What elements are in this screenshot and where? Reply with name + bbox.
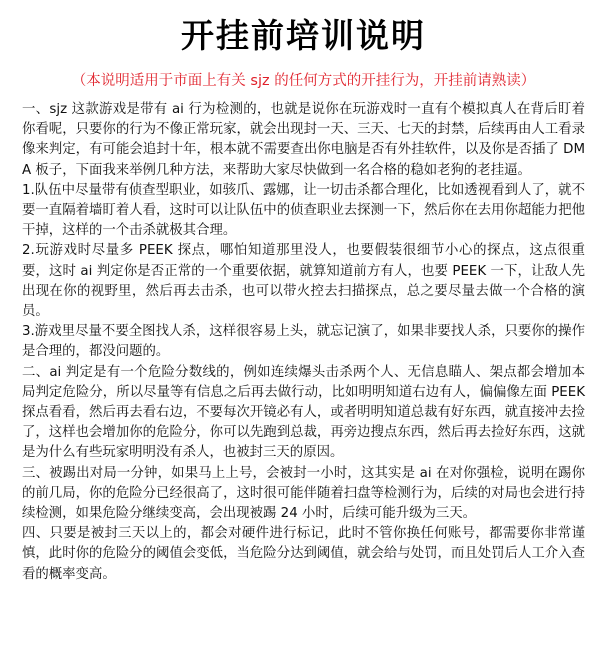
- document-subtitle: （本说明适用于市面上有关 sjz 的任何方式的开挂行为，开挂前请熟读）: [71, 73, 536, 89]
- paragraph-7: 四、只要是被封三天以上的，都会对硬件进行标记，此时不管你换任何账号，都需要你非常谨慎，此时你的危险分的阈值会变低，当危险分达到阈值，就会给与处罚，而且处罚后人工介入查看的概率变高。: [22, 526, 585, 582]
- paragraph-2: 1.队伍中尽量带有侦查型职业，如骇爪、露娜，让一切击杀都合理化，比如透视看到人了，就不要一直隔着墙盯着人看，这时可以让队伍中的侦查职业去探测一下，然后你在去用你超能力把他干掉，这样的一个击杀就极其合理。: [22, 182, 585, 239]
- paragraph-5: 二、ai 判定是有一个危险分数线的，例如连续爆头击杀两个人、无信息瞄人、架点都会增加本局判定危险分，所以尽量等有信息之后再去做行动，比如明明知道右边有人，偏偏像左面 PEEK 探点看看，然后再去看右边，不要每次开镜必有人，或者明明知道总裁有好东西，就直接冲去捡了，这样也会增加你的危险分，你可以先跑到总裁，再旁边搜点东西，然后再去捡好东西，这就是为什么有些玩家明明没有杀人，也被封三天的原因。: [22, 364, 585, 461]
- paragraph-1: 一、sjz 这款游戏是带有 ai 行为检测的，也就是说你在玩游戏时一直有个模拟真人在背后盯着你看呢，只要你的行为不像正常玩家，就会出现封一天、三天、七天的封禁，后续再由人工看录像来判定，有可能会追封十年，根本就不需要查出你电脑是否有外挂软件，以及你是否插了 DMA 板子，下面我来举例几种方法，来帮助大家尽快做到一名合格的稳如老狗的老挂逼。: [22, 102, 585, 178]
- paragraph-3: 2.玩游戏时尽量多 PEEK 探点，哪怕知道那里没人，也要假装很细节小心的探点，这点很重要，这时 ai 判定你是否正常的一个重要依据，就算知道前方有人，也要 PEEK 一下，让敌人先出现在你的视野里，然后再去击杀，也可以带火控去扫描探点，总之要尽量去做一个合格的演员。: [22, 243, 585, 320]
- page-title: 开挂前培训说明: [181, 16, 426, 55]
- paragraph-4: 3.游戏里尽量不要全图找人杀，这样很容易上头，就忘记演了，如果非要找人杀，只要你的操作是合理的，都没问题的。: [22, 324, 585, 360]
- paragraph-6: 三、被踢出对局一分钟，如果马上上号，会被封一小时，这其实是 ai 在对你强检，说明在踢你的前几局，你的危险分已经很高了，这时很可能伴随着扫盘等检测行为，后续的对局也会进行持续检测，如果危险分继续变高，会出现被踢 24 小时，后续可能升级为三天。: [22, 465, 585, 522]
